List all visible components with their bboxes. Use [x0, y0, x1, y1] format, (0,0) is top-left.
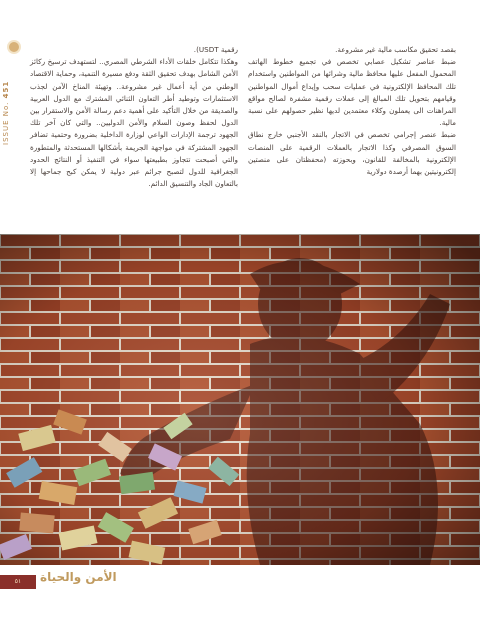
- article-column-right: [248, 44, 456, 178]
- paragraph: ضبط عنصر إجرامي تخصص في الاتجار بالنقد الأجنبي خارج نطاق السوق المصرفي وكذا الاتجار بالعملات الرقمية على المنصات الإلكترونية بالمخالفة للقانون، وبحوزته (محفظتان على منصتين إلكترونيتين بهما أرصدة دولارية: [248, 130, 456, 177]
- article-column-left: [30, 44, 238, 190]
- illustration-photo: [0, 234, 480, 565]
- paragraph: رقمية USDT).: [193, 45, 238, 54]
- brick-wall-money-illustration: [0, 234, 480, 565]
- magazine-title: الأمن والحياة: [40, 570, 117, 584]
- issue-number: 451: [2, 80, 10, 99]
- issue-label-vertical: [2, 58, 26, 168]
- issue-label: ISSUE No.: [2, 101, 10, 146]
- paragraph: بقصد تحقيق مكاسب مالية غير مشروعة.: [335, 45, 456, 54]
- paragraph: ضبط عناصر تشكيل عصابي تخصص في تجميع خطوط الهاتف المحمول المفعل عليها محافظ مالية وشرائها من المواطنين واستخدام تلك المحافظ الإلكترونية في عمليات سحب وإيداع أموال المواطنين وقيامهم بتحويل تلك المبالغ إلى عملات رقمية مشفرة لصالح مواقع المراهنات الى يعملون وكلاء معتمدين لديها نظير حصولهم على نسبة مالية.: [248, 57, 456, 128]
- paragraph: وهكذا تتكامل خلقات الأداء الشرطي المصري.. لتستهدف ترسيخ ركائز الأمن الشامل بهدف تحقيق الثقة ودفع مسيرة التنمية، وحماية الاقتصاد الوطني من أية أعمال غير مشروعة.. وتهيئة المناخ الآمن لجذب الاستثمارات وتوطيد أطر التعاون الثنائي المشترك مع الدول العربية والصديقة من خلال التأكيد على أهمية دعم رسالة الأمن والاستقرار بين الدول لحفظ وصون السلام والأمن الدوليين.. والتي كان آخر تلك الجهود ترجمة الإدارات الواعي لوزارة الداخلية بضرورة وحتمية تضافر الجهود المشتركة في مواجهة الجريمة بأشكالها المستحدثة والمتطورة والتي أصبحت تتجاوز بطبيعتها سواء في التنفيذ أو النتائج الحدود الجغرافية للدول لتصبح جرائم عبر دولية لا يمكن كبح جماحها إلا بالتعاون الجاد والتنسيق الدائم.: [30, 57, 238, 189]
- ornament-icon: [9, 42, 19, 52]
- page-number: ٥١: [0, 575, 36, 589]
